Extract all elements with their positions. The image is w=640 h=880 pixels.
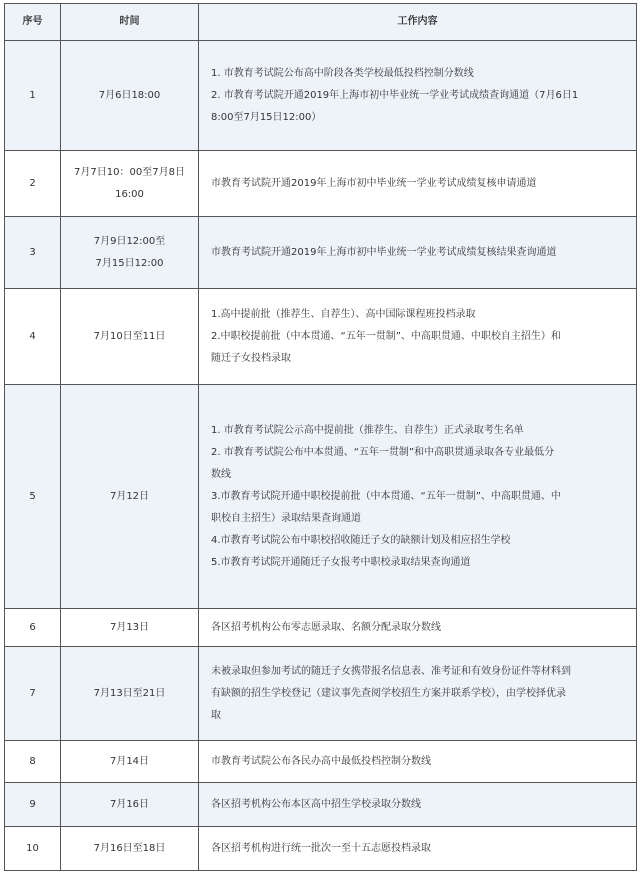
content-line: 各区招考机构公布本区高中招生学校录取分数线 [211, 798, 421, 810]
header-row [5, 4, 637, 41]
row-time [61, 151, 199, 217]
content-line: 4.市教育考试院公布中职校招收随迁子女的缺额计划及相应招生学校 [211, 534, 511, 546]
table-row [5, 41, 637, 151]
table-row [5, 385, 637, 609]
table-row [5, 151, 637, 217]
time-line: 7月13日 [109, 621, 150, 633]
row-time [61, 609, 199, 647]
table-row [5, 217, 637, 289]
content-line: 未被录取但参加考试的随迁子女携带报名信息表、准考证和有效身份证件等材料到 [211, 665, 571, 677]
table-row [5, 647, 637, 741]
time-line: 7月12日 [109, 490, 150, 502]
content-line: 数线 [211, 468, 231, 480]
row-content [199, 151, 637, 217]
row-content [199, 289, 637, 385]
table-row [5, 827, 637, 871]
time-line: 7月13日至21日 [93, 687, 166, 699]
time-line: 7月6日18:00 [98, 89, 161, 101]
content-line: 市教育考试院公布各民办高中最低投档控制分数线 [211, 755, 431, 767]
header-time: 时间 [61, 4, 199, 41]
row-time [61, 289, 199, 385]
row-index: 3 [5, 217, 61, 289]
table-body [5, 41, 637, 871]
row-content [199, 741, 637, 783]
time-line: 16:00 [115, 188, 144, 200]
row-index: 5 [5, 385, 61, 609]
row-index: 9 [5, 783, 61, 827]
time-line: 7月16日至18日 [93, 842, 166, 854]
row-content [199, 385, 637, 609]
time-line: 7月10日至11日 [93, 330, 166, 342]
time-line: 7月15日12:00 [95, 257, 164, 269]
row-time [61, 827, 199, 871]
content-line: 各区招考机构进行统一批次一至十五志愿投档录取 [211, 842, 431, 854]
content-line: 1.高中提前批（推荐生、自荐生）、高中国际课程班投档录取 [211, 308, 476, 320]
content-line: 市教育考试院开通2019年上海市初中毕业统一学业考试成绩复核申请通道 [211, 177, 537, 189]
content-line: 2. 市教育考试院开通2019年上海市初中毕业统一学业考试成绩查询通道（7月6日1 [211, 89, 579, 101]
time-line: 7月9日12:00至 [93, 235, 166, 247]
content-line: 2.中职校提前批（中本贯通、“五年一贯制”、中高职贯通、中职校自主招生）和 [211, 330, 561, 342]
row-time [61, 783, 199, 827]
row-index: 1 [5, 41, 61, 151]
table-row [5, 609, 637, 647]
table-row [5, 289, 637, 385]
row-time [61, 217, 199, 289]
content-line: 8:00至7月15日12:00） [211, 111, 322, 123]
content-line: 各区招考机构公布零志愿录取、名额分配录取分数线 [211, 621, 441, 633]
row-time [61, 741, 199, 783]
content-line: 有缺额的招生学校登记（建议事先查阅学校招生方案并联系学校），由学校择优录 [211, 687, 566, 699]
time-line: 7月16日 [109, 798, 150, 810]
content-line: 3.市教育考试院开通中职校提前批（中本贯通、“五年一贯制”、中高职贯通、中 [211, 490, 561, 502]
row-time [61, 41, 199, 151]
table-row [5, 783, 637, 827]
content-line: 随迁子女投档录取 [211, 352, 291, 364]
time-line: 7月7日10：00至7月8日 [74, 166, 185, 178]
row-content [199, 217, 637, 289]
table-row [5, 741, 637, 783]
content-line: 1. 市教育考试院公布高中阶段各类学校最低投档控制分数线 [211, 67, 474, 79]
row-time [61, 647, 199, 741]
row-index: 7 [5, 647, 61, 741]
content-line: 1. 市教育考试院公示高中提前批（推荐生、自荐生）正式录取考生名单 [211, 424, 524, 436]
row-index: 2 [5, 151, 61, 217]
header-content: 工作内容 [199, 4, 637, 41]
header-index: 序号 [5, 4, 61, 41]
row-content [199, 783, 637, 827]
row-content [199, 609, 637, 647]
schedule-table [4, 3, 637, 871]
row-index: 8 [5, 741, 61, 783]
row-time [61, 385, 199, 609]
time-line: 7月14日 [109, 755, 150, 767]
row-index: 6 [5, 609, 61, 647]
row-content [199, 647, 637, 741]
row-content [199, 827, 637, 871]
row-index: 10 [5, 827, 61, 871]
row-content [199, 41, 637, 151]
content-line: 5.市教育考试院开通随迁子女报考中职校录取结果查询通道 [211, 556, 471, 568]
content-line: 市教育考试院开通2019年上海市初中毕业统一学业考试成绩复核结果查询通道 [211, 246, 557, 258]
row-index: 4 [5, 289, 61, 385]
content-line: 2. 市教育考试院公布中本贯通、“五年一贯制”和中高职贯通录取各专业最低分 [211, 446, 555, 458]
content-line: 取 [211, 709, 221, 721]
content-line: 职校自主招生）录取结果查询通道 [211, 512, 361, 524]
